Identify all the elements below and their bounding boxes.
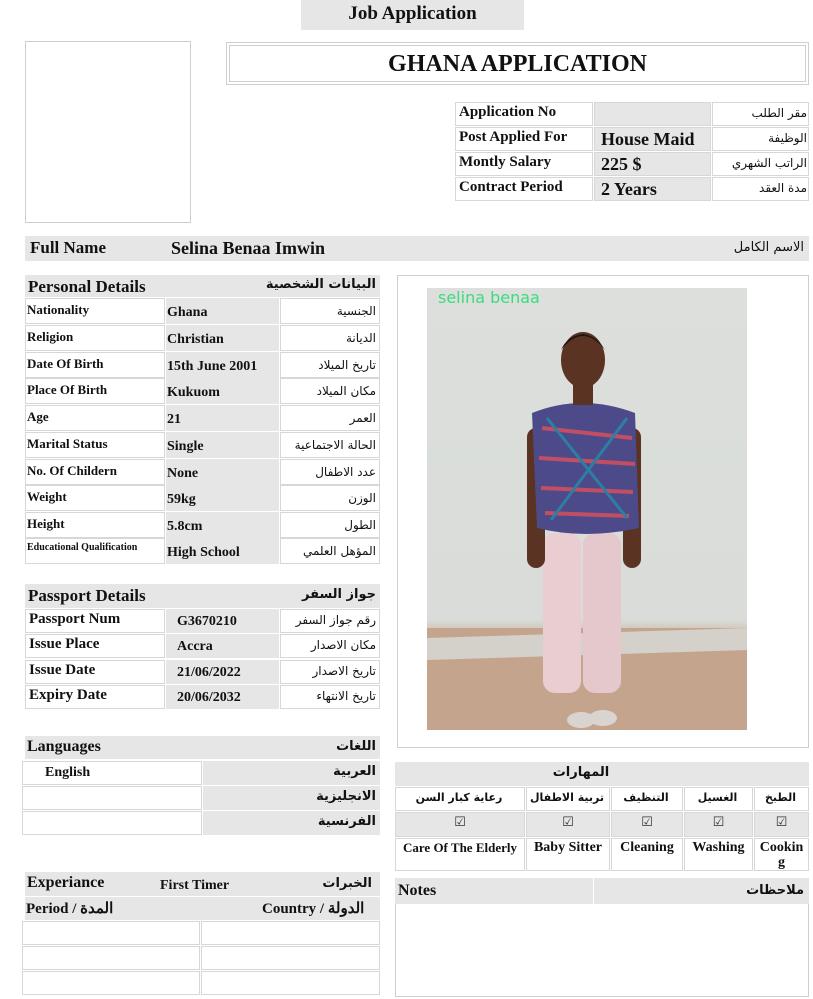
skill-checkbox-icon[interactable]: ☑ bbox=[712, 815, 725, 830]
application-label: Contract Period bbox=[459, 179, 563, 195]
personal-arabic: الجنسية bbox=[336, 304, 376, 318]
full-name-arabic: الاسم الكامل bbox=[733, 240, 804, 255]
personal-value: High School bbox=[167, 545, 240, 560]
personal-details-title-ar: البيانات الشخصية bbox=[265, 277, 376, 292]
personal-value: None bbox=[167, 466, 199, 481]
skill-checkbox-icon[interactable]: ☑ bbox=[562, 815, 574, 830]
experience-country-cell bbox=[201, 946, 380, 970]
personal-label: Date Of Birth bbox=[27, 356, 104, 371]
notes-divider bbox=[593, 878, 594, 904]
personal-arabic: الطول bbox=[344, 518, 376, 532]
passport-details-title: Passport Details bbox=[28, 586, 146, 605]
passport-value: 21/06/2022 bbox=[177, 665, 241, 680]
application-arabic: الراتب الشهري bbox=[731, 156, 807, 170]
personal-value: 5.8cm bbox=[167, 519, 203, 534]
personal-value: 15th June 2001 bbox=[167, 359, 258, 374]
skill-label: Cookin bbox=[759, 840, 804, 855]
personal-label: Age bbox=[27, 409, 49, 424]
languages-title-ar: اللغات bbox=[336, 739, 376, 754]
personal-details-title: Personal Details bbox=[28, 277, 146, 296]
banner-text: GHANA APPLICATION bbox=[229, 45, 806, 82]
personal-label: No. Of Childern bbox=[27, 463, 117, 478]
passport-arabic: تاريخ الاصدار bbox=[312, 664, 376, 678]
application-arabic: الوظيفة bbox=[768, 131, 807, 145]
full-name-row bbox=[25, 236, 809, 261]
skill-checkbox-icon[interactable]: ☑ bbox=[454, 815, 466, 830]
country-banner bbox=[226, 42, 809, 85]
passport-label: Issue Date bbox=[29, 662, 96, 678]
skill-arabic: التنظيف bbox=[623, 791, 669, 804]
passport-arabic: تاريخ الانتهاء bbox=[316, 689, 376, 703]
skill-label: Baby Sitter bbox=[533, 840, 603, 855]
personal-arabic: الوزن bbox=[348, 491, 376, 505]
skill-arabic: الغسيل bbox=[697, 791, 738, 804]
language-arabic: الفرنسية bbox=[317, 814, 376, 829]
page-title: Job Application bbox=[301, 0, 524, 30]
language-arabic: العربية bbox=[333, 764, 376, 779]
application-label: Post Applied For bbox=[459, 129, 568, 145]
experience-country-cell bbox=[201, 921, 380, 945]
period-label: Period / المدة bbox=[26, 901, 114, 917]
personal-arabic: المؤهل العلمي bbox=[302, 544, 376, 558]
passport-details-title-ar: جواز السفر bbox=[302, 587, 376, 602]
skill-label-wrap: g bbox=[778, 855, 785, 870]
language-name-cell bbox=[22, 786, 202, 810]
personal-label: Weight bbox=[27, 489, 67, 504]
experience-label: Experiance bbox=[27, 874, 105, 891]
language-name-cell bbox=[22, 811, 202, 835]
experience-arabic: الخبرات bbox=[322, 876, 372, 891]
personal-label: Nationality bbox=[27, 302, 90, 317]
skill-label: Care Of The Elderly bbox=[403, 840, 517, 855]
application-value-cell bbox=[594, 102, 711, 126]
personal-value: 59kg bbox=[167, 492, 196, 507]
personal-label: Height bbox=[27, 516, 65, 531]
personal-arabic: الحالة الاجتماعية bbox=[294, 438, 376, 452]
personal-label: Marital Status bbox=[27, 436, 108, 451]
language-arabic: الانجليزية bbox=[316, 789, 376, 804]
experience-period-cell bbox=[22, 971, 200, 995]
skills-title-ar: المهارات bbox=[552, 765, 610, 780]
application-value: 225 $ bbox=[601, 154, 642, 174]
passport-label: Passport Num bbox=[29, 611, 121, 627]
photo-caption: selina benaa bbox=[438, 288, 540, 307]
personal-value: Single bbox=[167, 439, 204, 454]
personal-label: Place Of Birth bbox=[27, 382, 108, 397]
skill-label: Cleaning bbox=[620, 840, 674, 855]
experience-value: First Timer bbox=[160, 878, 230, 893]
passport-label: Issue Place bbox=[29, 636, 100, 652]
personal-arabic: مكان الميلاد bbox=[316, 384, 376, 398]
personal-value: Kukuom bbox=[167, 385, 220, 400]
personal-arabic: عدد الاطفال bbox=[315, 465, 376, 479]
application-arabic: مدة العقد bbox=[759, 181, 807, 195]
experience-period-cell bbox=[22, 946, 200, 970]
personal-arabic: العمر bbox=[349, 411, 376, 425]
application-label: Application No bbox=[459, 104, 557, 120]
personal-value-cell bbox=[166, 405, 279, 431]
passport-label: Expiry Date bbox=[29, 687, 107, 703]
passport-value: G3670210 bbox=[177, 614, 237, 629]
personal-value: Christian bbox=[167, 332, 224, 347]
passport-value: 20/06/2032 bbox=[177, 690, 241, 705]
skill-checkbox-icon[interactable]: ☑ bbox=[775, 815, 788, 830]
personal-arabic: الديانة bbox=[345, 331, 376, 345]
passport-arabic: مكان الاصدار bbox=[310, 638, 376, 652]
full-name-value: Selina Benaa Imwin bbox=[171, 238, 326, 258]
notes-arabic: ملاحظات bbox=[746, 883, 804, 898]
skill-arabic: تربية الاطفال bbox=[529, 791, 604, 804]
passport-arabic: رقم جواز السفر bbox=[295, 613, 376, 627]
experience-country-cell bbox=[201, 971, 380, 995]
person-figure bbox=[427, 288, 747, 730]
passport-value: Accra bbox=[177, 639, 213, 654]
application-value: 2 Years bbox=[601, 179, 657, 199]
personal-label: Religion bbox=[27, 329, 74, 344]
skill-arabic: رعاية كبار السن bbox=[415, 791, 503, 804]
personal-value: 21 bbox=[167, 412, 181, 427]
full-name-label: Full Name bbox=[30, 238, 107, 257]
application-value: House Maid bbox=[601, 129, 695, 149]
skill-label: Washing bbox=[692, 840, 745, 855]
language-name: English bbox=[45, 765, 91, 780]
personal-value: Ghana bbox=[167, 305, 208, 320]
personal-label: Educational Qualification bbox=[27, 542, 138, 553]
candidate-photo bbox=[427, 288, 747, 730]
languages-title: Languages bbox=[27, 738, 101, 755]
personal-arabic: تاريخ الميلاد bbox=[318, 358, 376, 372]
passport-photo-box bbox=[25, 41, 191, 223]
application-label: Montly Salary bbox=[459, 154, 552, 170]
notes-label: Notes bbox=[398, 882, 437, 899]
application-arabic: مقر الطلب bbox=[751, 106, 807, 120]
skill-checkbox-icon[interactable]: ☑ bbox=[641, 815, 653, 830]
experience-period-cell bbox=[22, 921, 200, 945]
skill-arabic: الطبخ bbox=[764, 791, 797, 804]
country-label: Country / الدولة bbox=[262, 901, 365, 917]
